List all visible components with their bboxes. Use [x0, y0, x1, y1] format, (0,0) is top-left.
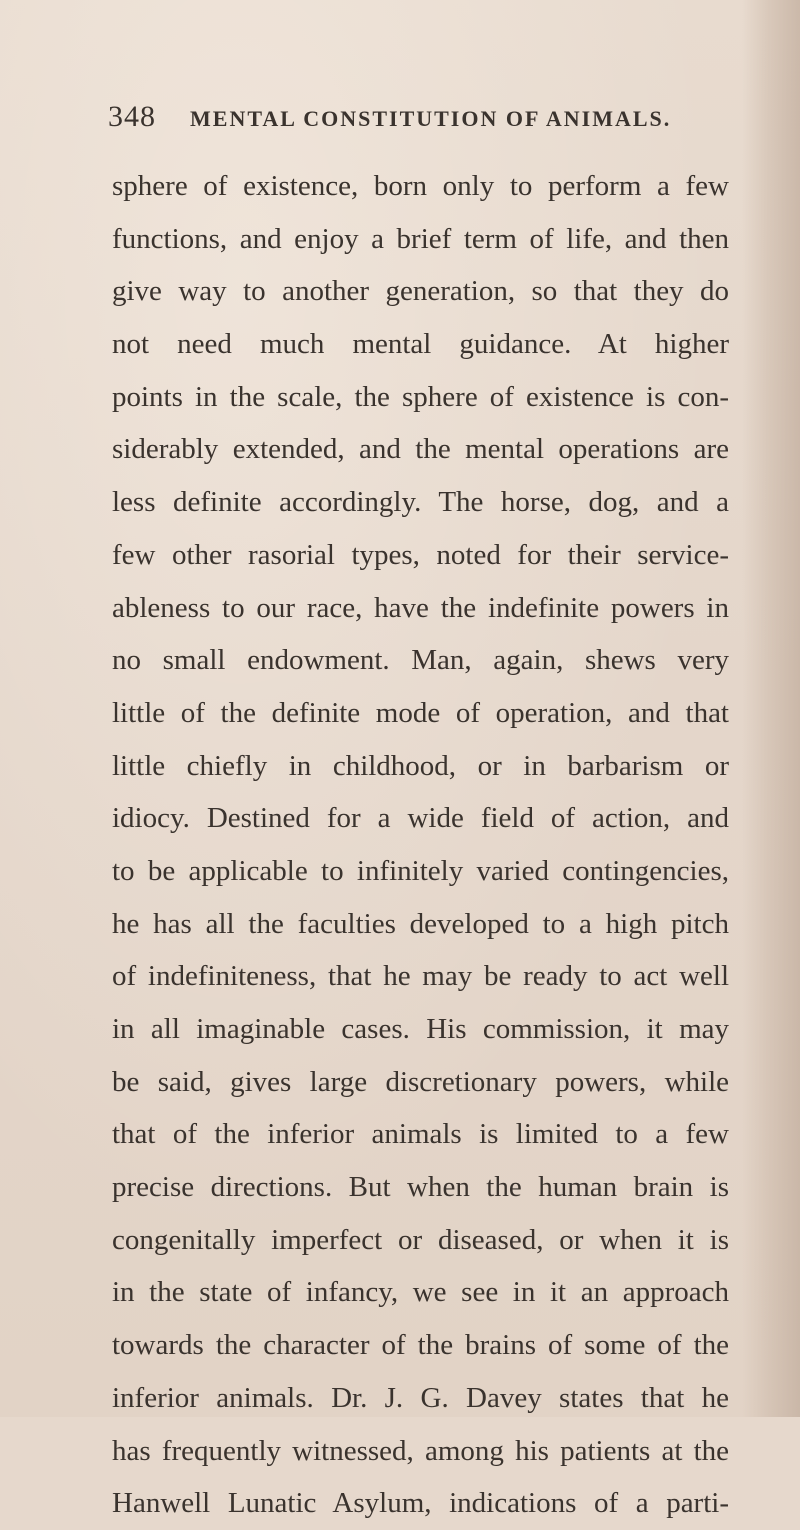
text-line: functions, and enjoy a brief term of life, and then: [112, 222, 729, 255]
text-line: precise directions. But when the human brain is: [112, 1171, 729, 1204]
text-line: in the state of infancy, we see in it an approach: [112, 1276, 729, 1309]
text-line: inferior animals. Dr. J. G. Davey states that he: [112, 1381, 729, 1414]
text-line: of indefiniteness, that he may be ready to act well: [112, 960, 729, 993]
text-line: no small endowment. Man, again, shews very: [112, 644, 729, 677]
text-line: he has all the faculties developed to a high pitch: [112, 907, 729, 940]
running-header: [108, 100, 728, 134]
text-line: few other rasorial types, noted for their service-: [112, 538, 729, 571]
text-line: in all imaginable cases. His commission, it may: [112, 1013, 729, 1045]
body-paragraph: [112, 160, 729, 1530]
running-title: MENTAL CONSTITUTION OF ANIMALS.: [190, 106, 672, 131]
text-line: to be applicable to infinitely varied contingencies,: [112, 854, 729, 887]
text-line: not need much mental guidance. At higher: [112, 328, 729, 361]
text-line: towards the character of the brains of some of the: [112, 1329, 729, 1362]
text-line: sphere of existence, born only to perform a few: [112, 170, 729, 202]
text-line: ableness to our race, have the indefinite powers in: [112, 591, 729, 624]
text-line: has frequently witnessed, among his patients at the: [112, 1434, 729, 1467]
page-number: 348: [108, 100, 156, 133]
page-edge-shadow: [742, 0, 800, 1417]
text-line: siderably extended, and the mental operations are: [112, 433, 729, 466]
text-line: be said, gives large discretionary powers, while: [112, 1065, 729, 1098]
text-line: little chiefly in childhood, or in barbarism or: [112, 749, 729, 782]
text-line: idiocy. Destined for a wide field of action, and: [112, 802, 729, 835]
text-line: congenitally imperfect or diseased, or when it is: [112, 1223, 729, 1256]
text-line: give way to another generation, so that they do: [112, 275, 729, 308]
text-line: that of the inferior animals is limited to a few: [112, 1118, 729, 1151]
text-line: Hanwell Lunatic Asylum, indications of a parti-: [112, 1487, 729, 1520]
text-line: points in the scale, the sphere of existence is con-: [112, 380, 729, 413]
text-line: less definite accordingly. The horse, dog, and a: [112, 486, 729, 519]
text-line: little of the definite mode of operation, and that: [112, 696, 729, 729]
